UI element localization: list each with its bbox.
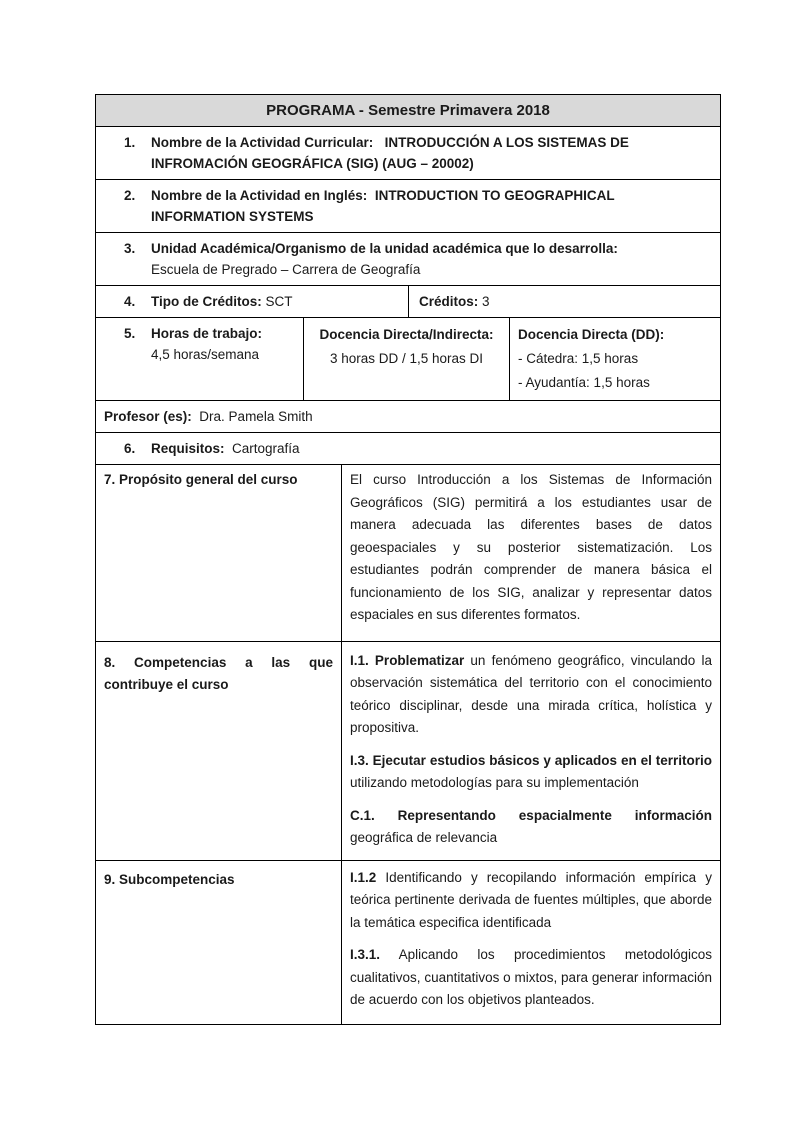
activity-name-value-2: INFROMACIÓN GEOGRÁFICA (SIG) (AUG – 20002) [151,156,474,171]
competency-i3-code: I.3. Ejecutar estudios básicos y aplicados en el territorio [350,752,712,768]
direct-teaching-line-2: - Ayudantía: 1,5 horas [518,375,650,390]
item-number: 1. [124,135,136,150]
english-name-value-1: INTRODUCTION TO GEOGRAPHICAL [374,188,615,203]
work-hours-cell [96,318,304,400]
item-number: 6. [124,441,136,456]
page-title: PROGRAMA - Semestre Primavera 2018 [96,95,720,127]
activity-name-value-1: INTRODUCCIÓN A LOS SISTEMAS DE [384,135,629,150]
teaching-mode-label: Docencia Directa/Indirecta: [319,327,494,342]
purpose-text-cell [342,465,720,641]
row-requirements [96,433,720,465]
program-table [95,94,721,1025]
competency-i3-text: utilizando metodologías para su implementación [350,775,639,790]
subcompetency-i31-text: Aplicando los procedimientos metodológicos cualitativos, cuantitativos o mixtos, para generar información de acuerdo con los objetivos planteados. [350,947,712,1007]
competency-c1-code: C.1. Representando espacialmente información [350,807,712,823]
credit-type-value: SCT [265,294,293,309]
purpose-label: 7. Propósito general del curso [104,472,298,487]
direct-teaching-cell [510,318,720,400]
work-hours-value: 4,5 horas/semana [151,347,260,362]
item-number: 2. [124,188,136,203]
credit-type-label: Tipo de Créditos: [151,294,262,309]
teaching-mode-cell [304,318,510,400]
teaching-mode-value: 3 horas DD / 1,5 horas DI [329,351,484,366]
subcompetencies-label-cell [96,861,342,1024]
academic-unit-label: Unidad Académica/Organismo de la unidad académica que lo desarrolla: [151,241,618,256]
professor-label: Profesor (es): [104,409,192,424]
item-number: 3. [124,241,136,256]
direct-teaching-label: Docencia Directa (DD): [518,327,665,342]
credits-cell [409,286,720,317]
purpose-label-cell [96,465,342,641]
row-credits [96,286,720,318]
row-professor [96,401,720,433]
row-work-hours [96,318,720,401]
english-name-value-2: INFORMATION SYSTEMS [151,209,314,224]
professor-value: Dra. Pamela Smith [199,409,313,424]
row-activity-name [96,127,720,180]
row-competencies [96,642,720,861]
item-number: 4. [124,294,136,309]
activity-name-label: Nombre de la Actividad Curricular: [151,135,374,150]
competency-i1 [350,650,712,740]
requirements-label: Requisitos: [151,441,225,456]
competency-i3 [350,750,712,795]
credits-label: Créditos: [419,294,479,309]
academic-unit-value: Escuela de Pregrado – Carrera de Geografía [151,262,421,277]
subcompetency-i12-text: Identificando y recopilando información empírica y teórica pertinente derivada de fuentes múltiples, que aborde la temática especifica identificada [350,869,712,930]
work-hours-label: Horas de trabajo: [151,326,263,341]
purpose-text: El curso Introducción a los Sistemas de Información Geográficos (SIG) permitirá a los estudiantes usar de manera adecuada las diferentes bases de datos geoespaciales y su posterior sistematización. Los estudiantes podrán comprender de manera básica el funcionamiento de los SIG, analizar y representar datos espaciales en sus diferentes formatos. [350,472,712,622]
subcompetency-i12 [350,867,712,935]
subcompetency-i31 [350,944,712,1012]
subcompetency-i31-code: I.3.1. [350,947,381,962]
credit-type-cell [96,286,409,317]
row-activity-name-english [96,180,720,233]
subcompetency-i12-code: I.1.2 [350,869,377,885]
competencies-label-cell [96,642,342,860]
competency-c1 [350,805,712,850]
item-number: 5. [124,326,136,341]
subcompetencies-label: 9. Subcompetencias [104,871,235,887]
credits-value: 3 [482,294,490,309]
competencies-text-cell [342,642,720,860]
subcompetencies-text-cell [342,861,720,1024]
requirements-value: Cartografía [232,441,300,456]
competency-c1-text: geográfica de relevancia [350,830,498,845]
competency-i1-text: un fenómeno geográfico, vinculando la observación sistemática del territorio con el conocimiento teórico disciplinar, desde una mirada crítica, holística y propositiva. [350,652,712,735]
row-subcompetencies [96,861,720,1024]
competency-i1-code: I.1. Problematizar [350,652,465,668]
english-name-label: Nombre de la Actividad en Inglés: [151,188,368,203]
competencies-label: 8. Competencias a las que contribuye el curso [104,654,333,692]
row-academic-unit [96,233,720,286]
row-purpose [96,465,720,642]
direct-teaching-line-1: - Cátedra: 1,5 horas [518,351,639,366]
